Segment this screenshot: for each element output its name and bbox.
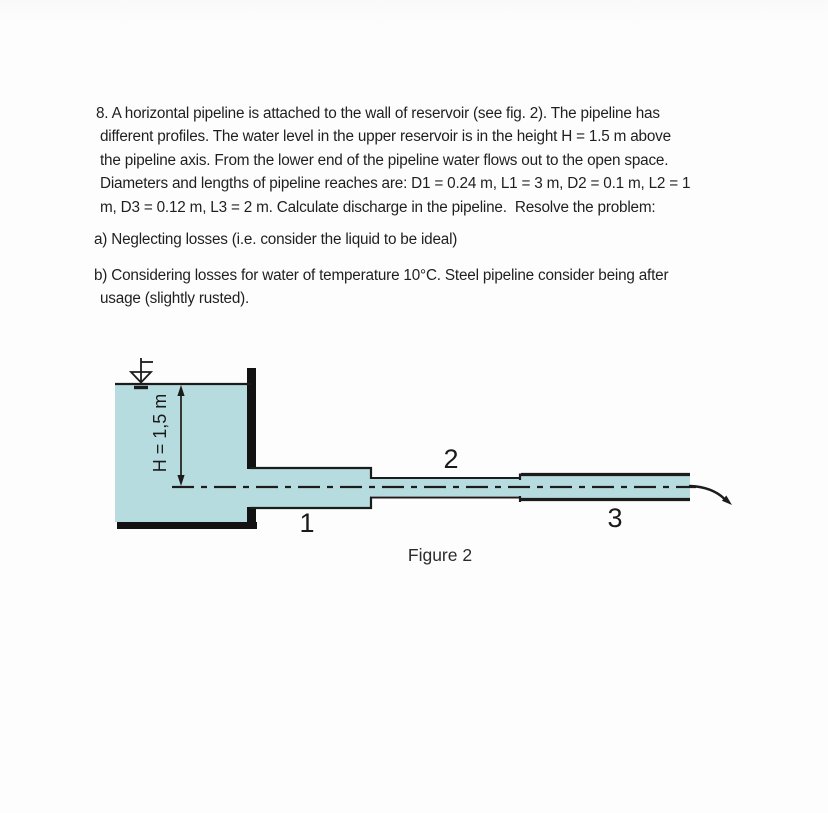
reservoir-water [115, 384, 256, 522]
pipe-3-label: 3 [607, 503, 623, 533]
subtask-b-text: usage (slightly rusted). [100, 290, 250, 308]
problem-line: m, D3 = 0.12 m, L3 = 2 m. Calculate discharge in the pipeline. Resolve the problem: [100, 198, 656, 216]
problem-line: different profiles. The water level in the upper reservoir is in the height H = 1.5 m above [100, 128, 671, 146]
pipe-2-label: 2 [443, 444, 459, 474]
figure-2 [90, 355, 750, 570]
subtask-b [94, 264, 754, 311]
problem-line: the pipeline axis. From the lower end of the pipeline water flows out to the open space. [100, 151, 669, 169]
outflow-arrow-icon [690, 486, 732, 505]
figure-caption: Figure 2 [407, 545, 473, 565]
subtask-b-text: b) Considering losses for water of temperature 10°C. Steel pipeline consider being after [94, 267, 669, 284]
pipe-1-label: 1 [299, 508, 315, 538]
reservoir-floor-wall [117, 522, 257, 529]
subtask-a-text: a) Neglecting losses (i.e. consider the liquid to be ideal) [94, 231, 458, 248]
problem-statement [96, 102, 756, 219]
pipeline-diagram [90, 355, 750, 570]
height-dimension-label: H = 1,5 m [150, 393, 170, 473]
problem-line: Diameters and lengths of pipeline reaches are: D1 = 0.24 m, L1 = 3 m, D2 = 0.1 m, L2 = 1 [100, 175, 691, 193]
subtask-a [94, 228, 754, 251]
page-top-shade [0, 0, 828, 26]
problem-line: 8. A horizontal pipeline is attached to the wall of reservoir (see fig. 2). The pipeline has [96, 105, 660, 122]
